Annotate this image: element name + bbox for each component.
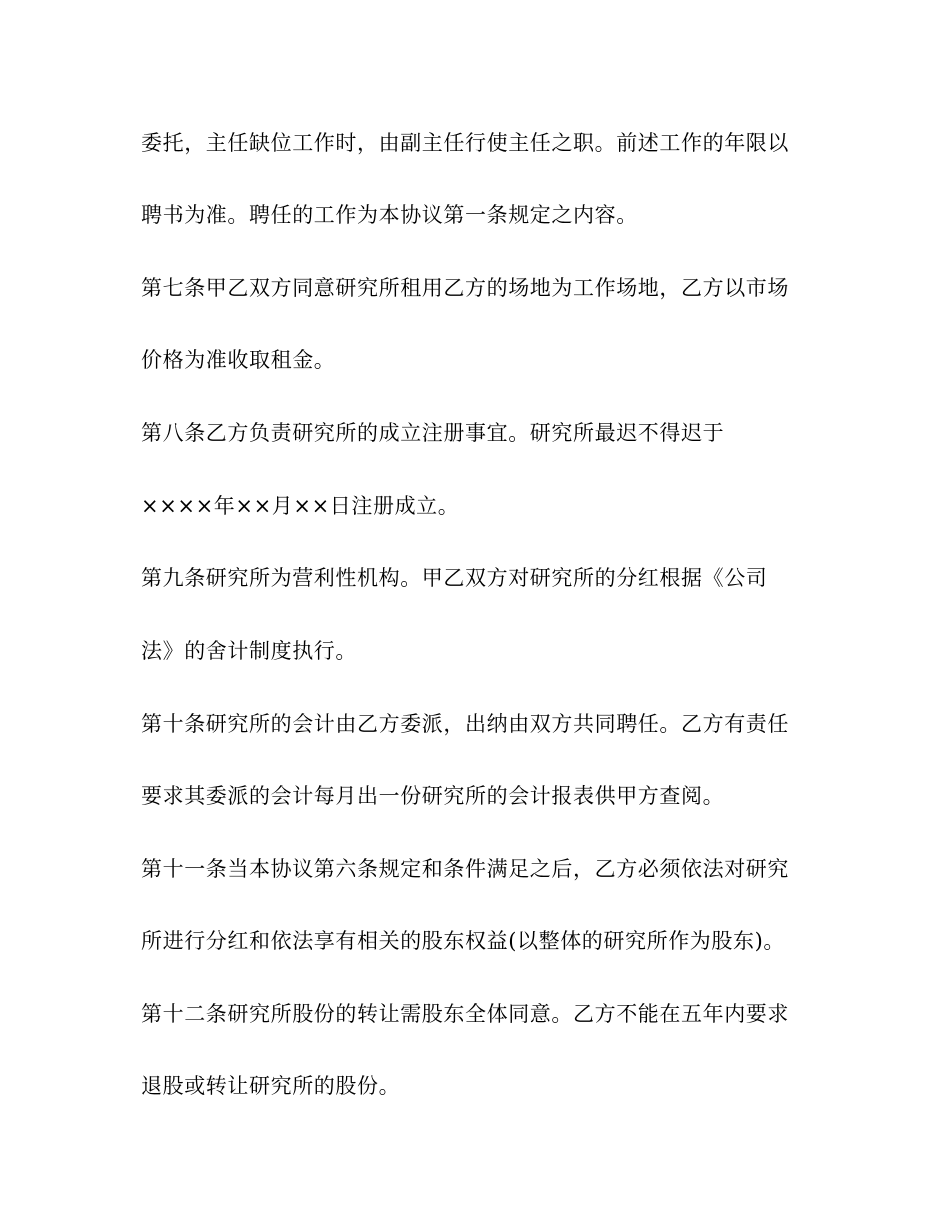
text-line: 第十一条当本协议第六条规定和条件满足之后，乙方必须依法对研究 (141, 857, 789, 881)
text-line: 聘书为准。聘任的工作为本协议第一条规定之内容。 (141, 203, 638, 227)
text-line: 要求其委派的会计每月出一份研究所的会计报表供甲方查阅。 (141, 784, 725, 808)
text-line: 价格为准收取租金。 (141, 348, 336, 372)
text-line: 第七条甲乙双方同意研究所租用乙方的场地为工作场地，乙方以市场 (141, 276, 789, 300)
text-line: 法》的舍计制度执行。 (141, 639, 357, 663)
text-line: 第九条研究所为营利性机构。甲乙双方对研究所的分红根据《公司 (141, 566, 768, 590)
text-line: 委托，主任缺位工作时，由副主任行使主任之职。前述工作的年限以 (141, 131, 789, 155)
text-line: 第八条乙方负责研究所的成立注册事宜。研究所最迟不得迟于 (141, 421, 725, 445)
text-line: 第十条研究所的会计由乙方委派，出纳由双方共同聘任。乙方有责任 (141, 712, 789, 736)
text-line: 第十二条研究所股份的转让需股东全体同意。乙方不能在五年内要求 (141, 1002, 789, 1026)
text-line: 退股或转让研究所的股份。 (141, 1074, 401, 1098)
text-line: ××××年××月××日注册成立。 (141, 494, 460, 518)
text-line: 所进行分红和依法享有相关的股东权益(以整体的研究所作为股东)。 (141, 929, 785, 953)
